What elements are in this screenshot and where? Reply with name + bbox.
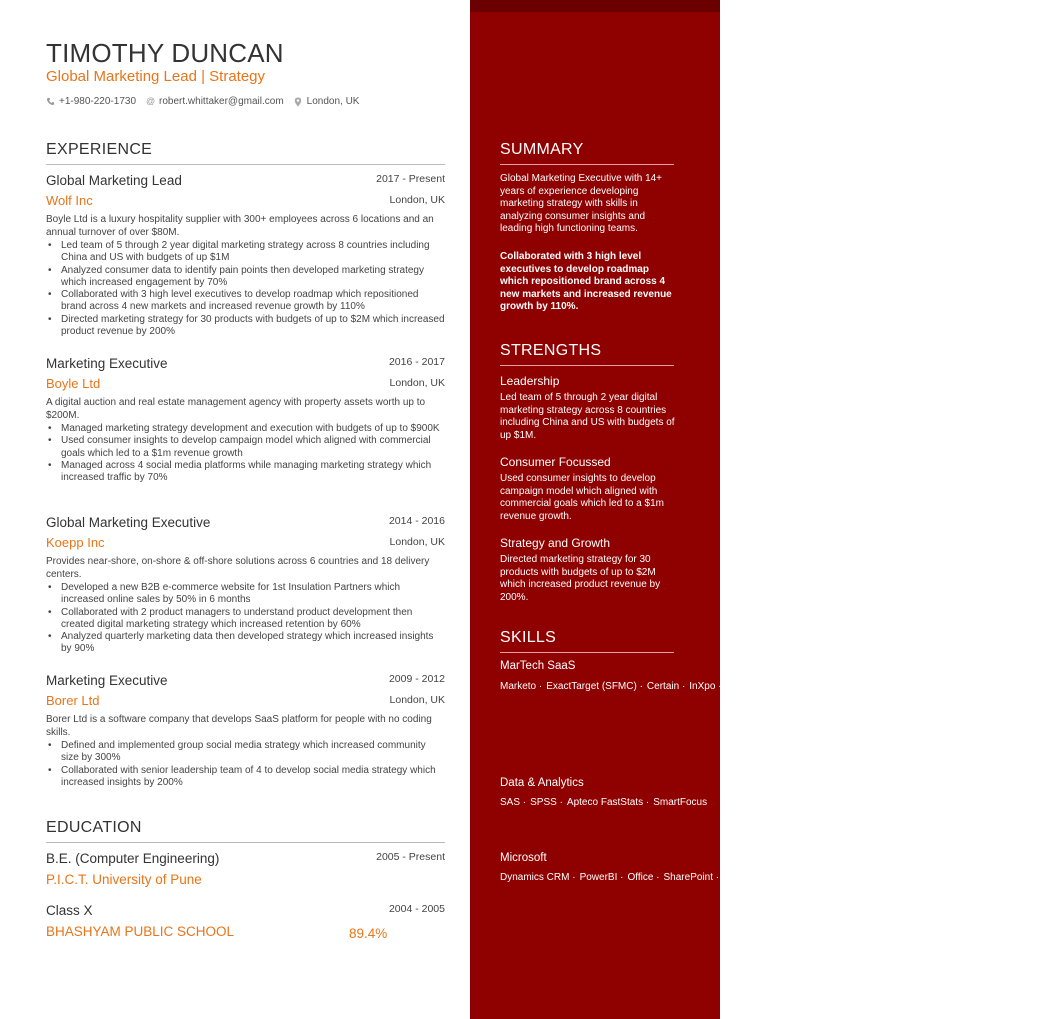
job-company: Wolf Inc: [46, 193, 93, 208]
job-bullet: • Collaborated with 3 high level executives to develop roadmap which repositioned brand across 4 new markets and increased revenue growth by 110%: [46, 289, 445, 314]
education-heading: EDUCATION: [46, 819, 142, 836]
skill-item: Allocadia ·: [867, 681, 914, 692]
skill-group-name: Data & Analytics: [500, 777, 584, 789]
education-entry: [46, 851, 445, 887]
strengths-divider: [500, 365, 674, 366]
skill-item: Project ·: [723, 872, 760, 883]
job-entry: [46, 673, 445, 789]
job-bullets: [46, 240, 445, 338]
skills-heading: SKILLS: [500, 629, 557, 646]
contact-email: [146, 96, 284, 107]
location-text: London, UK: [306, 96, 360, 107]
skill-item: Dynamics CRM ·: [500, 872, 576, 883]
skill-item: SAS ·: [500, 797, 526, 808]
education-school: BHASHYAM PUBLIC SCHOOL: [46, 924, 235, 939]
skill-item: E.phiphany ·: [918, 681, 974, 692]
skill-list: [500, 677, 1054, 698]
at-icon: @: [146, 96, 156, 106]
job-description: A digital auction and real estate management agency with property assets worth up to $200M.: [46, 397, 426, 421]
experience-heading: EXPERIENCE: [46, 141, 153, 158]
job-bullet: • Used consumer insights to develop campaign model which aligned with commercial goals which led to a $1m revenue growth: [46, 435, 445, 460]
experience-divider: [46, 164, 445, 165]
strength-name: Leadership: [500, 374, 560, 388]
summary-text: Global Marketing Executive with 14+ years of experience developing marketing strategy with skills in analyzing consumer insights and leading high functioning teams.: [500, 173, 663, 234]
job-bullet: • Developed a new B2B e-commerce website for 1st Insulation Partners which increased online sales by 50% in 6 months: [46, 582, 445, 607]
education-date: 2005 - Present: [376, 851, 445, 863]
job-title: Marketing Executive: [46, 673, 168, 688]
skill-item: Opal ·: [978, 681, 1005, 692]
skill-item: Cloudwords ·: [804, 681, 863, 692]
skill-item: On24 ·: [726, 681, 757, 692]
skill-item: Certain ·: [647, 681, 685, 692]
skill-item: Marketo ·: [500, 681, 542, 692]
summary-divider: [500, 164, 674, 165]
phone-icon: [46, 97, 55, 106]
strength-name: Consumer Focussed: [500, 455, 611, 469]
job-bullet: • Collaborated with senior leadership team of 4 to develop social media strategy which increased insights by 200%: [46, 765, 445, 790]
education-date: 2004 - 2005: [388, 903, 445, 915]
job-company: Boyle Ltd: [46, 376, 101, 391]
candidate-headline: Global Marketing Lead | Strategy: [46, 68, 266, 85]
phone-text: +1-980-220-1730: [59, 96, 137, 107]
job-bullet: • Managed marketing strategy development and execution with budgets of up to $900K: [46, 423, 445, 435]
job-description: Boyle Ltd is a luxury hospitality supplier with 300+ employees across 6 locations and an annual turnover of over $80M.: [46, 214, 434, 238]
skill-list: [500, 868, 786, 889]
contact-bar: [46, 96, 359, 107]
job-bullet: • Analyzed consumer data to identify pain points then developed marketing strategy which increased engagement by 70%: [46, 265, 445, 290]
strength-text: Directed marketing strategy for 30 products with budgets of up to $2M which increased product revenue by 200%.: [500, 554, 661, 603]
education-divider: [46, 842, 445, 843]
job-company: Koepp Inc: [46, 535, 105, 550]
education-grade: 89.4%: [349, 926, 388, 941]
skill-group-name: Microsoft: [500, 852, 547, 864]
strength-text: Used consumer insights to develop campaign model which aligned with commercial goals which led to a $1m revenue growth.: [500, 473, 664, 522]
skills-divider: [500, 652, 674, 653]
job-bullet: • Defined and implemented group social media strategy which increased community size by 300%: [46, 740, 445, 765]
email-text: robert.whittaker@gmail.com: [159, 96, 284, 107]
job-bullet: • Directed marketing strategy for 30 products with budgets of up to $2M which increased product revenue by 200%: [46, 314, 445, 339]
education-school: P.I.C.T. University of Pune: [46, 872, 202, 887]
strength-text: Led team of 5 through 2 year digital marketing strategy across 8 countries including China and US with budgets of up $1M.: [500, 392, 675, 441]
location-pin-icon: [294, 97, 303, 106]
job-date: 2017 - Present: [376, 173, 445, 185]
job-title: Marketing Executive: [46, 356, 168, 371]
skill-item: Sprinklr ·: [760, 681, 800, 692]
sidebar-top-band: [470, 0, 720, 12]
skill-group-name: MarTech SaaS: [500, 660, 576, 672]
job-entry: [46, 356, 445, 484]
job-location: London, UK: [389, 377, 445, 389]
job-bullets: [46, 582, 445, 656]
education-entry: [46, 903, 445, 939]
skill-item: InXpo ·: [689, 681, 721, 692]
skill-item: ExactTarget (SFMC) ·: [546, 681, 643, 692]
skill-item: SPSS ·: [530, 797, 563, 808]
job-bullet: • Collaborated with 2 product managers to understand product development then created digital marketing strategy which increased retention by 60%: [46, 607, 445, 632]
summary-highlight: Collaborated with 3 high level executives to develop roadmap which repositioned brand across 4 new markets and increased revenue growth by 110%.: [500, 251, 672, 312]
education-degree: B.E. (Computer Engineering): [46, 851, 220, 866]
skill-item: SharePoint ·: [664, 872, 720, 883]
job-entry: [46, 515, 445, 656]
candidate-name: TIMOTHY DUNCAN: [46, 38, 284, 68]
job-title: Global Marketing Lead: [46, 173, 182, 188]
job-bullets: [46, 423, 445, 484]
job-bullet: • Analyzed quarterly marketing data then developed strategy which increased insights by 90%: [46, 631, 445, 656]
job-location: London, UK: [389, 694, 445, 706]
job-date: 2014 - 2016: [388, 515, 445, 527]
job-title: Global Marketing Executive: [46, 515, 211, 530]
job-description: Provides near-shore, on-shore & off-shore solutions across 6 countries and 18 delivery centers.: [46, 556, 430, 580]
job-date: 2016 - 2017: [388, 356, 445, 368]
job-bullet: • Led team of 5 through 2 year digital marketing strategy across 8 countries including China and US with budgets of up $1M: [46, 240, 445, 265]
job-entry: [46, 173, 445, 338]
skill-item: Visio: [764, 872, 786, 883]
job-date: 2009 - 2012: [388, 673, 445, 685]
strengths-heading: STRENGTHS: [500, 342, 602, 359]
contact-phone: [46, 96, 136, 107]
skill-item: 8Seconds: [1009, 681, 1054, 692]
job-bullet: • Managed across 4 social media platforms while managing marketing strategy which increased traffic by 70%: [46, 460, 445, 485]
sidebar: [470, 0, 1054, 1019]
skill-item: Apteco FastStats ·: [567, 797, 649, 808]
summary-heading: SUMMARY: [500, 141, 584, 158]
skill-item: SmartFocus: [653, 797, 708, 808]
contact-location: [294, 96, 360, 107]
skill-item: Office ·: [627, 872, 659, 883]
strength-name: Strategy and Growth: [500, 536, 611, 550]
job-bullets: [46, 740, 445, 789]
job-location: London, UK: [389, 194, 445, 206]
skill-list: [500, 793, 708, 814]
skill-item: PowerBI ·: [580, 872, 624, 883]
job-description: Borer Ltd is a software company that develops SaaS platform for people with no coding skills.: [46, 714, 432, 738]
education-degree: Class X: [46, 903, 93, 918]
job-location: London, UK: [389, 536, 445, 548]
job-company: Borer Ltd: [46, 693, 100, 708]
